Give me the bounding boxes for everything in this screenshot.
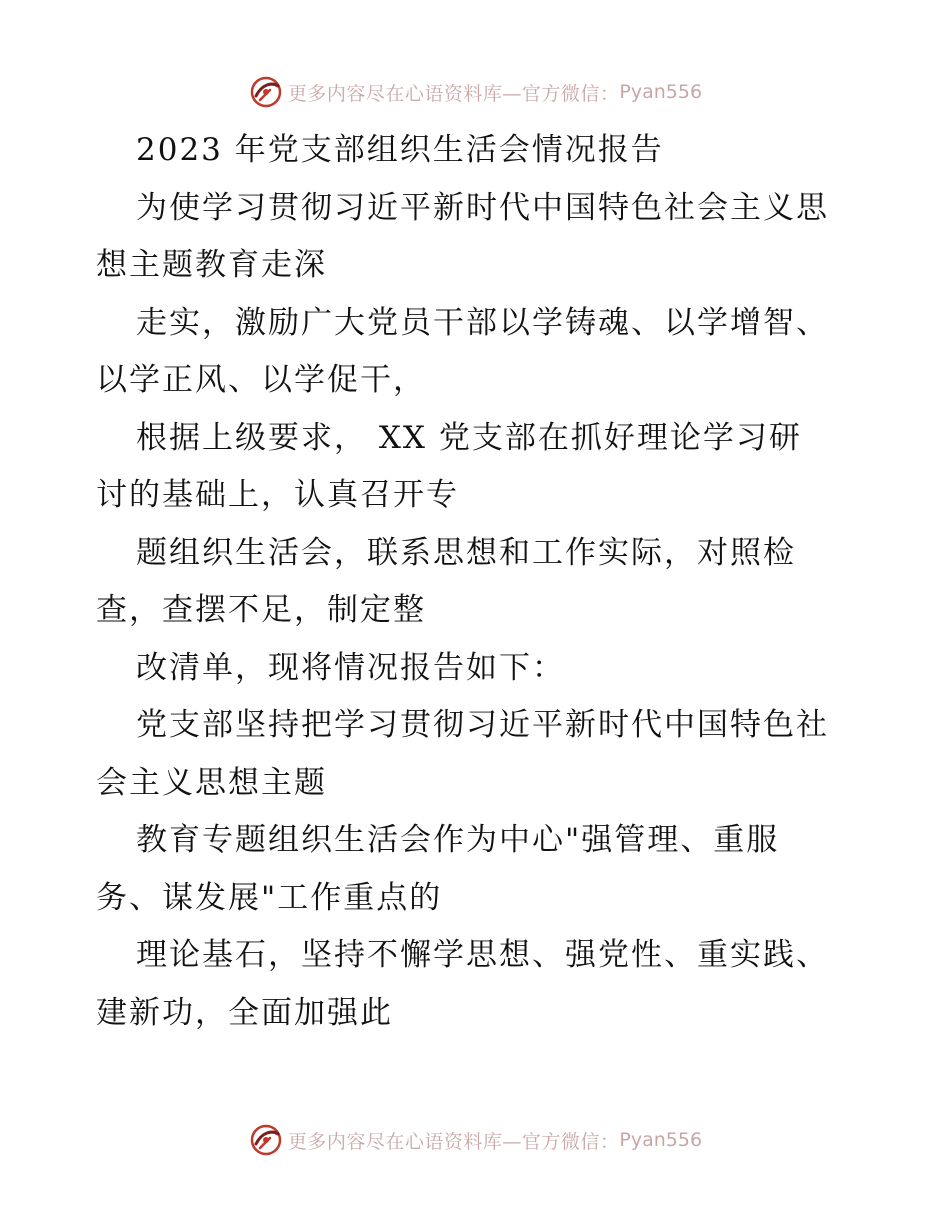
paragraph-line: 题组织生活会，联系思想和工作实际，对照检 [136, 534, 796, 571]
paragraph-line: 务、谋发展"工作重点的 [96, 879, 443, 916]
document-body [96, 122, 876, 1042]
paragraph-line: 理论基石，坚持不懈学思想、强党性、重实践、 [136, 937, 829, 973]
paragraph-line: 教育专题组织生活会作为中心"强管理、重服 [136, 822, 780, 858]
paragraph-line: 根据上级要求， XX 党支部在抓好理论学习研 [136, 419, 802, 456]
paragraph-line: 建新功，全面加强此 [96, 994, 393, 1031]
watermark-text: 更多内容尽在心语资料库—官方微信： [287, 1130, 620, 1153]
paragraph-line: 走实，激励广大党员干部以学铸魂、以学增智、 [136, 304, 829, 341]
watermark-logo-icon [248, 1122, 284, 1158]
paragraph-line: 为使学习贯彻习近平新时代中国特色社会主义思 [136, 189, 829, 226]
paragraph-line: 想主题教育走深 [96, 247, 327, 283]
paragraph-line: 党支部坚持把学习贯彻习近平新时代中国特色社 [136, 707, 829, 743]
paragraph-line: 以学正风、以学促干， [96, 362, 426, 398]
paragraph-line: 会主义思想主题 [96, 764, 327, 801]
document-title: 2023 年党支部组织生活会情况报告 [136, 132, 664, 168]
watermark-text: 更多内容尽在心语资料库—官方微信： [287, 82, 620, 105]
paragraph-line: 查，查摆不足，制定整 [96, 592, 426, 628]
watermark-account: Pyan556 [619, 1129, 703, 1151]
watermark-account: Pyan556 [619, 81, 703, 103]
paragraph-line: 改清单，现将情况报告如下： [136, 649, 565, 686]
watermark-logo-icon [248, 74, 284, 110]
paragraph-line: 讨的基础上，认真召开专 [96, 477, 459, 513]
header-watermark [0, 72, 950, 112]
footer-watermark [0, 1120, 950, 1160]
